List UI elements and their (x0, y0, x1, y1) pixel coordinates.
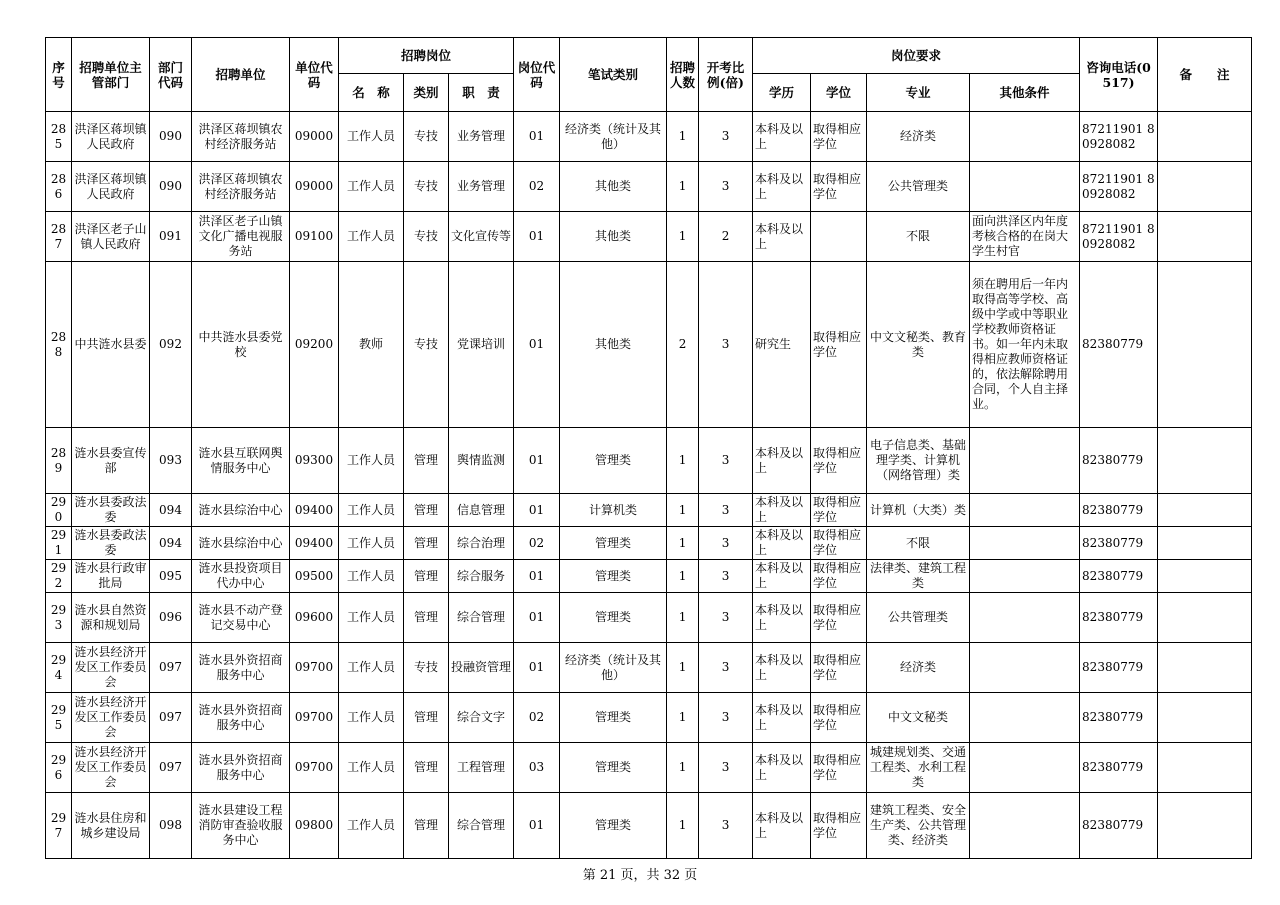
cell-other (970, 494, 1080, 527)
cell-major: 城建规划类、交通工程类、水利工程类 (867, 743, 970, 793)
cell-edu: 本科及以上 (753, 793, 811, 859)
cell-post-code: 01 (514, 593, 560, 643)
cell-edu: 研究生 (753, 262, 811, 428)
table-row (46, 643, 1252, 693)
cell-count: 1 (667, 527, 699, 560)
cell-post-name: 工作人员 (339, 560, 404, 593)
cell-other: 须在聘用后一年内取得高等学校、高级中学或中等职业学校教师资格证书。如一年内未取得相应教师资格证的，依法解除聘用合同，个人自主择业。 (970, 262, 1080, 428)
cell-ratio: 3 (699, 593, 753, 643)
cell-ratio: 3 (699, 560, 753, 593)
cell-post-type: 管理 (404, 527, 449, 560)
cell-exam: 管理类 (560, 428, 667, 494)
cell-degree: 取得相应学位 (811, 593, 867, 643)
table-body (46, 112, 1252, 859)
cell-seq: 291 (46, 527, 72, 560)
cell-degree: 取得相应学位 (811, 527, 867, 560)
cell-dept-code: 092 (150, 262, 192, 428)
cell-phone: 87211901 80928082 (1080, 112, 1158, 162)
header-post-type: 类别 (404, 74, 449, 112)
cell-ratio: 3 (699, 494, 753, 527)
cell-other (970, 593, 1080, 643)
cell-exam: 其他类 (560, 162, 667, 212)
cell-edu: 本科及以上 (753, 743, 811, 793)
cell-phone: 82380779 (1080, 428, 1158, 494)
cell-unit: 涟水县不动产登记交易中心 (192, 593, 290, 643)
cell-major: 不限 (867, 212, 970, 262)
cell-note (1158, 494, 1252, 527)
header-unit-code: 单位代码 (290, 38, 339, 112)
cell-post-duty: 业务管理 (449, 112, 514, 162)
table-row (46, 527, 1252, 560)
cell-seq: 289 (46, 428, 72, 494)
cell-seq: 292 (46, 560, 72, 593)
cell-ratio: 3 (699, 793, 753, 859)
table-row (46, 560, 1252, 593)
cell-post-code: 02 (514, 527, 560, 560)
cell-exam: 其他类 (560, 212, 667, 262)
cell-exam: 管理类 (560, 693, 667, 743)
cell-exam: 管理类 (560, 560, 667, 593)
cell-post-name: 教师 (339, 262, 404, 428)
cell-post-duty: 党课培训 (449, 262, 514, 428)
cell-seq: 296 (46, 743, 72, 793)
cell-seq: 287 (46, 212, 72, 262)
cell-seq: 297 (46, 793, 72, 859)
cell-unit: 洪泽区蒋坝镇农村经济服务站 (192, 162, 290, 212)
cell-exam: 管理类 (560, 527, 667, 560)
cell-other: 面向洪泽区内年度考核合格的在岗大学生村官 (970, 212, 1080, 262)
cell-dept: 涟水县自然资源和规划局 (72, 593, 150, 643)
cell-major: 电子信息类、基础理学类、计算机（网络管理）类 (867, 428, 970, 494)
cell-unit: 涟水县外资招商服务中心 (192, 643, 290, 693)
table-row (46, 262, 1252, 428)
cell-unit: 涟水县综治中心 (192, 527, 290, 560)
header-post-group: 招聘岗位 (339, 38, 514, 74)
cell-dept-code: 090 (150, 162, 192, 212)
cell-post-name: 工作人员 (339, 743, 404, 793)
cell-unit: 涟水县互联网舆情服务中心 (192, 428, 290, 494)
cell-phone: 87211901 80928082 (1080, 212, 1158, 262)
cell-seq: 290 (46, 494, 72, 527)
cell-dept-code: 091 (150, 212, 192, 262)
header-row-1 (46, 38, 1252, 74)
table-row (46, 494, 1252, 527)
cell-count: 1 (667, 693, 699, 743)
cell-unit: 洪泽区老子山镇文化广播电视服务站 (192, 212, 290, 262)
cell-edu: 本科及以上 (753, 693, 811, 743)
cell-note (1158, 643, 1252, 693)
cell-edu: 本科及以上 (753, 162, 811, 212)
cell-unit: 中共涟水县委党校 (192, 262, 290, 428)
cell-major: 不限 (867, 527, 970, 560)
cell-seq: 286 (46, 162, 72, 212)
header-seq: 序号 (46, 38, 72, 112)
table-row (46, 112, 1252, 162)
cell-unit-code: 09000 (290, 162, 339, 212)
header-note: 备 注 (1158, 38, 1252, 112)
recruitment-table (45, 37, 1252, 859)
cell-degree: 取得相应学位 (811, 494, 867, 527)
cell-unit: 涟水县建设工程消防审查验收服务中心 (192, 793, 290, 859)
cell-edu: 本科及以上 (753, 428, 811, 494)
cell-dept-code: 097 (150, 743, 192, 793)
cell-dept: 洪泽区蒋坝镇人民政府 (72, 162, 150, 212)
cell-post-code: 01 (514, 428, 560, 494)
cell-post-type: 管理 (404, 494, 449, 527)
table-row (46, 793, 1252, 859)
cell-count: 2 (667, 262, 699, 428)
cell-dept-code: 095 (150, 560, 192, 593)
cell-unit-code: 09600 (290, 593, 339, 643)
cell-post-code: 01 (514, 793, 560, 859)
cell-major: 公共管理类 (867, 593, 970, 643)
cell-dept: 洪泽区蒋坝镇人民政府 (72, 112, 150, 162)
cell-post-type: 专技 (404, 212, 449, 262)
cell-post-duty: 信息管理 (449, 494, 514, 527)
cell-unit: 涟水县投资项目代办中心 (192, 560, 290, 593)
cell-edu: 本科及以上 (753, 643, 811, 693)
header-post-code: 岗位代码 (514, 38, 560, 112)
cell-ratio: 3 (699, 162, 753, 212)
header-post-duty: 职 责 (449, 74, 514, 112)
cell-unit-code: 09300 (290, 428, 339, 494)
cell-post-type: 专技 (404, 162, 449, 212)
cell-phone: 82380779 (1080, 693, 1158, 743)
cell-post-name: 工作人员 (339, 494, 404, 527)
cell-unit-code: 09700 (290, 693, 339, 743)
cell-degree: 取得相应学位 (811, 743, 867, 793)
cell-unit-code: 09400 (290, 494, 339, 527)
cell-post-type: 专技 (404, 112, 449, 162)
cell-post-code: 01 (514, 212, 560, 262)
cell-post-code: 03 (514, 743, 560, 793)
cell-post-name: 工作人员 (339, 793, 404, 859)
cell-count: 1 (667, 593, 699, 643)
header-ratio: 开考比例(倍) (699, 38, 753, 112)
cell-phone: 82380779 (1080, 743, 1158, 793)
header-edu: 学历 (753, 74, 811, 112)
cell-edu: 本科及以上 (753, 494, 811, 527)
cell-ratio: 3 (699, 112, 753, 162)
header-dept-code: 部门代码 (150, 38, 192, 112)
cell-post-type: 管理 (404, 560, 449, 593)
header-other: 其他条件 (970, 74, 1080, 112)
cell-major: 法律类、建筑工程类 (867, 560, 970, 593)
cell-other (970, 793, 1080, 859)
cell-dept-code: 094 (150, 527, 192, 560)
cell-post-duty: 综合管理 (449, 593, 514, 643)
cell-seq: 294 (46, 643, 72, 693)
cell-dept-code: 090 (150, 112, 192, 162)
cell-degree (811, 212, 867, 262)
cell-dept-code: 098 (150, 793, 192, 859)
cell-edu: 本科及以上 (753, 112, 811, 162)
cell-phone: 82380779 (1080, 593, 1158, 643)
cell-post-code: 01 (514, 643, 560, 693)
cell-post-type: 专技 (404, 643, 449, 693)
cell-exam: 管理类 (560, 743, 667, 793)
cell-post-name: 工作人员 (339, 162, 404, 212)
cell-post-duty: 业务管理 (449, 162, 514, 212)
cell-post-name: 工作人员 (339, 527, 404, 560)
cell-ratio: 3 (699, 643, 753, 693)
cell-note (1158, 693, 1252, 743)
cell-post-duty: 投融资管理 (449, 643, 514, 693)
cell-degree: 取得相应学位 (811, 793, 867, 859)
header-exam: 笔试类别 (560, 38, 667, 112)
cell-degree: 取得相应学位 (811, 112, 867, 162)
cell-phone: 87211901 80928082 (1080, 162, 1158, 212)
table-row (46, 428, 1252, 494)
cell-dept-code: 097 (150, 643, 192, 693)
cell-dept: 涟水县委宣传部 (72, 428, 150, 494)
cell-major: 计算机（大类）类 (867, 494, 970, 527)
cell-note (1158, 112, 1252, 162)
cell-other (970, 743, 1080, 793)
cell-count: 1 (667, 494, 699, 527)
cell-post-type: 管理 (404, 743, 449, 793)
cell-degree: 取得相应学位 (811, 262, 867, 428)
cell-major: 经济类 (867, 112, 970, 162)
cell-dept: 洪泽区老子山镇人民政府 (72, 212, 150, 262)
cell-unit: 涟水县综治中心 (192, 494, 290, 527)
cell-post-type: 管理 (404, 428, 449, 494)
table-row (46, 212, 1252, 262)
table-row (46, 162, 1252, 212)
cell-post-code: 01 (514, 494, 560, 527)
cell-post-name: 工作人员 (339, 593, 404, 643)
cell-unit: 涟水县外资招商服务中心 (192, 693, 290, 743)
cell-post-name: 工作人员 (339, 643, 404, 693)
cell-post-code: 01 (514, 112, 560, 162)
cell-edu: 本科及以上 (753, 560, 811, 593)
table-row (46, 593, 1252, 643)
cell-dept-code: 094 (150, 494, 192, 527)
cell-other (970, 112, 1080, 162)
cell-unit-code: 09400 (290, 527, 339, 560)
cell-exam: 其他类 (560, 262, 667, 428)
cell-unit-code: 09700 (290, 743, 339, 793)
cell-major: 公共管理类 (867, 162, 970, 212)
cell-degree: 取得相应学位 (811, 428, 867, 494)
cell-post-code: 01 (514, 262, 560, 428)
cell-post-name: 工作人员 (339, 212, 404, 262)
cell-other (970, 560, 1080, 593)
table-row (46, 693, 1252, 743)
cell-dept: 涟水县行政审批局 (72, 560, 150, 593)
cell-major: 建筑工程类、安全生产类、公共管理类、经济类 (867, 793, 970, 859)
cell-ratio: 3 (699, 428, 753, 494)
cell-unit-code: 09500 (290, 560, 339, 593)
cell-post-type: 管理 (404, 793, 449, 859)
cell-major: 中文文秘类、教育类 (867, 262, 970, 428)
table-row (46, 743, 1252, 793)
cell-note (1158, 428, 1252, 494)
cell-ratio: 3 (699, 693, 753, 743)
cell-exam: 经济类（统计及其他） (560, 112, 667, 162)
cell-exam: 经济类（统计及其他） (560, 643, 667, 693)
cell-other (970, 527, 1080, 560)
cell-count: 1 (667, 112, 699, 162)
cell-edu: 本科及以上 (753, 593, 811, 643)
cell-unit: 洪泽区蒋坝镇农村经济服务站 (192, 112, 290, 162)
header-post-name: 名 称 (339, 74, 404, 112)
cell-post-duty: 综合管理 (449, 793, 514, 859)
header-dept: 招聘单位主管部门 (72, 38, 150, 112)
cell-unit-code: 09200 (290, 262, 339, 428)
cell-dept-code: 096 (150, 593, 192, 643)
cell-count: 1 (667, 560, 699, 593)
cell-count: 1 (667, 743, 699, 793)
cell-post-type: 管理 (404, 593, 449, 643)
cell-post-name: 工作人员 (339, 112, 404, 162)
cell-phone: 82380779 (1080, 262, 1158, 428)
cell-other (970, 643, 1080, 693)
cell-post-name: 工作人员 (339, 693, 404, 743)
cell-note (1158, 793, 1252, 859)
cell-degree: 取得相应学位 (811, 693, 867, 743)
cell-phone: 82380779 (1080, 560, 1158, 593)
header-major: 专业 (867, 74, 970, 112)
cell-post-duty: 综合服务 (449, 560, 514, 593)
header-unit: 招聘单位 (192, 38, 290, 112)
cell-ratio: 3 (699, 262, 753, 428)
cell-seq: 285 (46, 112, 72, 162)
cell-exam: 管理类 (560, 793, 667, 859)
cell-dept-code: 097 (150, 693, 192, 743)
cell-phone: 82380779 (1080, 793, 1158, 859)
cell-note (1158, 162, 1252, 212)
cell-post-duty: 综合文字 (449, 693, 514, 743)
cell-seq: 295 (46, 693, 72, 743)
cell-post-type: 管理 (404, 693, 449, 743)
cell-post-code: 01 (514, 560, 560, 593)
cell-seq: 288 (46, 262, 72, 428)
page-footer: 第 21 页，共 32 页 (582, 868, 698, 883)
cell-other (970, 693, 1080, 743)
cell-unit-code: 09700 (290, 643, 339, 693)
cell-note (1158, 262, 1252, 428)
cell-dept: 涟水县委政法委 (72, 527, 150, 560)
cell-phone: 82380779 (1080, 643, 1158, 693)
header-req-group: 岗位要求 (753, 38, 1080, 74)
cell-phone: 82380779 (1080, 494, 1158, 527)
cell-post-duty: 文化宣传等 (449, 212, 514, 262)
cell-major: 中文文秘类 (867, 693, 970, 743)
cell-dept: 涟水县经济开发区工作委员会 (72, 743, 150, 793)
cell-post-type: 专技 (404, 262, 449, 428)
cell-count: 1 (667, 162, 699, 212)
cell-seq: 293 (46, 593, 72, 643)
cell-post-duty: 综合治理 (449, 527, 514, 560)
cell-dept: 涟水县委政法委 (72, 494, 150, 527)
cell-count: 1 (667, 793, 699, 859)
cell-dept-code: 093 (150, 428, 192, 494)
cell-post-duty: 舆情监测 (449, 428, 514, 494)
cell-count: 1 (667, 212, 699, 262)
cell-note (1158, 212, 1252, 262)
header-phone: 咨询电话(0517) (1080, 38, 1158, 112)
header-count: 招聘人数 (667, 38, 699, 112)
cell-other (970, 428, 1080, 494)
cell-degree: 取得相应学位 (811, 560, 867, 593)
cell-post-name: 工作人员 (339, 428, 404, 494)
cell-degree: 取得相应学位 (811, 643, 867, 693)
cell-unit-code: 09800 (290, 793, 339, 859)
header-degree: 学位 (811, 74, 867, 112)
cell-unit-code: 09100 (290, 212, 339, 262)
cell-count: 1 (667, 428, 699, 494)
cell-count: 1 (667, 643, 699, 693)
cell-post-duty: 工程管理 (449, 743, 514, 793)
cell-post-code: 02 (514, 162, 560, 212)
cell-unit-code: 09000 (290, 112, 339, 162)
cell-other (970, 162, 1080, 212)
cell-exam: 管理类 (560, 593, 667, 643)
cell-exam: 计算机类 (560, 494, 667, 527)
cell-edu: 本科及以上 (753, 212, 811, 262)
cell-note (1158, 527, 1252, 560)
cell-ratio: 3 (699, 743, 753, 793)
cell-dept: 中共涟水县委 (72, 262, 150, 428)
cell-note (1158, 593, 1252, 643)
cell-note (1158, 743, 1252, 793)
cell-note (1158, 560, 1252, 593)
cell-ratio: 2 (699, 212, 753, 262)
cell-ratio: 3 (699, 527, 753, 560)
cell-dept: 涟水县经济开发区工作委员会 (72, 643, 150, 693)
cell-edu: 本科及以上 (753, 527, 811, 560)
cell-phone: 82380779 (1080, 527, 1158, 560)
cell-major: 经济类 (867, 643, 970, 693)
cell-dept: 涟水县住房和城乡建设局 (72, 793, 150, 859)
cell-post-code: 02 (514, 693, 560, 743)
cell-unit: 涟水县外资招商服务中心 (192, 743, 290, 793)
cell-degree: 取得相应学位 (811, 162, 867, 212)
cell-dept: 涟水县经济开发区工作委员会 (72, 693, 150, 743)
